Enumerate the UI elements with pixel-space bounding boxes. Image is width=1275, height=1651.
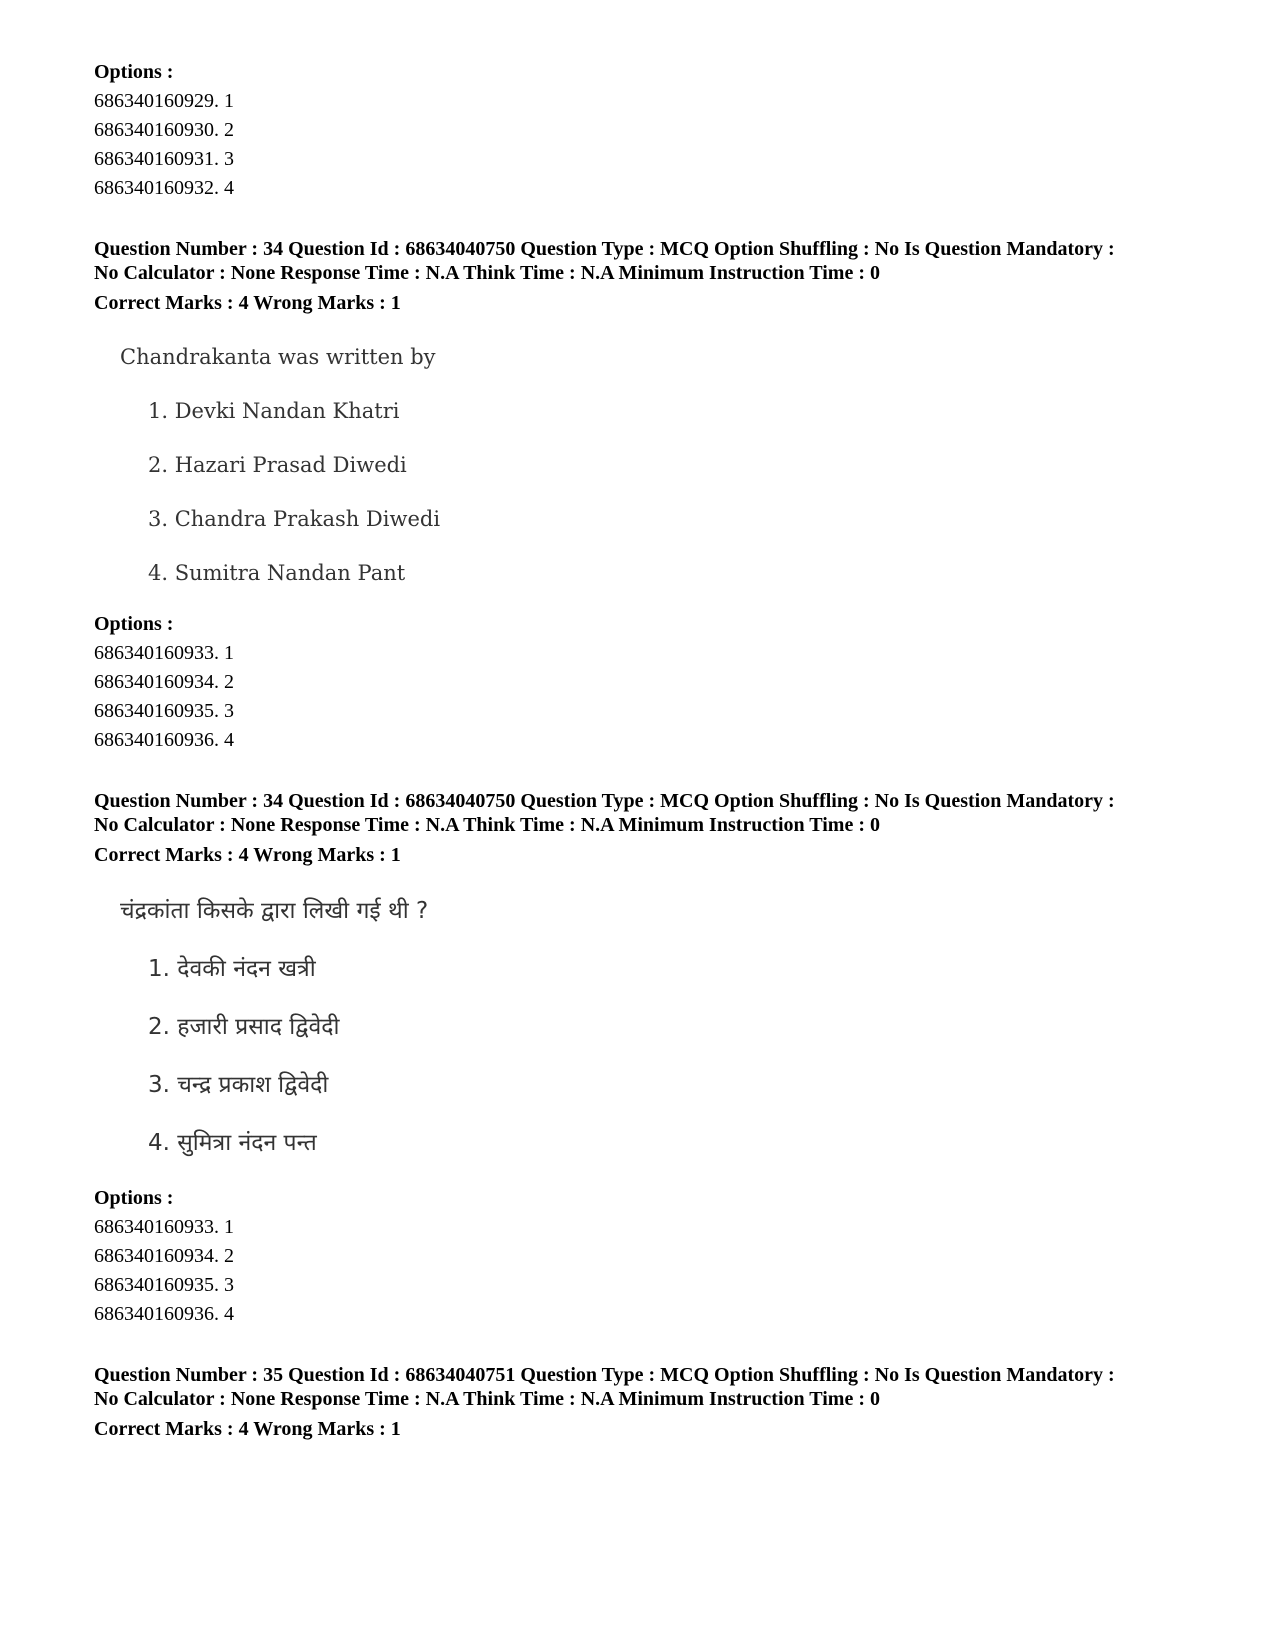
- question-block: [94, 1363, 1224, 1444]
- question-choice: 4. Sumitra Nandan Pant: [148, 561, 406, 585]
- option-line: 686340160934. 2: [94, 671, 234, 693]
- question-content: [94, 896, 1224, 1158]
- option-line: 686340160934. 2: [94, 1245, 234, 1267]
- option-line: 686340160935. 3: [94, 1274, 234, 1296]
- options-heading: Options :: [94, 1187, 174, 1209]
- question-meta-line: Question Number : 35 Question Id : 68634040751 Question Type : MCQ Option Shuffling : No Is Question Mandatory :: [94, 1364, 1115, 1386]
- option-line: 686340160933. 1: [94, 1216, 234, 1238]
- question-choice: 4. सुमित्रा नंदन पन्त: [148, 1130, 317, 1156]
- question-block: [94, 237, 1224, 755]
- question-choice: 2. हजारी प्रसाद द्विवेदी: [148, 1014, 340, 1040]
- option-line: 686340160936. 4: [94, 1303, 234, 1325]
- question-choice: 1. देवकी नंदन खत्री: [148, 956, 316, 982]
- question-choice: 2. Hazari Prasad Diwedi: [148, 453, 407, 477]
- option-line: 686340160930. 2: [94, 119, 234, 141]
- question-choice: 3. Chandra Prakash Diwedi: [148, 507, 441, 531]
- question-block: [94, 789, 1224, 1329]
- question-meta-line: No Calculator : None Response Time : N.A Think Time : N.A Minimum Instruction Time : 0: [94, 1388, 880, 1410]
- option-line: 686340160931. 3: [94, 148, 234, 170]
- question-choice: 1. Devki Nandan Khatri: [148, 399, 400, 423]
- options-block: [94, 58, 1224, 203]
- option-line: 686340160929. 1: [94, 90, 234, 112]
- document-page: [94, 58, 1224, 1444]
- question-meta-line: No Calculator : None Response Time : N.A Think Time : N.A Minimum Instruction Time : 0: [94, 262, 880, 284]
- question-text: चंद्रकांता किसके द्वारा लिखी गई थी ?: [120, 898, 429, 924]
- question-content: [94, 344, 1224, 586]
- option-line: 686340160933. 1: [94, 642, 234, 664]
- question-marks: Correct Marks : 4 Wrong Marks : 1: [94, 292, 401, 314]
- options-heading: Options :: [94, 61, 174, 83]
- option-line: 686340160932. 4: [94, 177, 234, 199]
- question-meta-line: Question Number : 34 Question Id : 68634040750 Question Type : MCQ Option Shuffling : No Is Question Mandatory :: [94, 238, 1115, 260]
- options-heading: Options :: [94, 613, 174, 635]
- question-marks: Correct Marks : 4 Wrong Marks : 1: [94, 1418, 401, 1440]
- question-text: Chandrakanta was written by: [120, 345, 436, 369]
- question-meta-line: No Calculator : None Response Time : N.A Think Time : N.A Minimum Instruction Time : 0: [94, 814, 880, 836]
- option-line: 686340160935. 3: [94, 700, 234, 722]
- question-meta-line: Question Number : 34 Question Id : 68634040750 Question Type : MCQ Option Shuffling : No Is Question Mandatory :: [94, 790, 1115, 812]
- option-line: 686340160936. 4: [94, 729, 234, 751]
- options-block: [94, 610, 1224, 755]
- question-choice: 3. चन्द्र प्रकाश द्विवेदी: [148, 1072, 329, 1098]
- question-marks: Correct Marks : 4 Wrong Marks : 1: [94, 844, 401, 866]
- options-block: [94, 1184, 1224, 1329]
